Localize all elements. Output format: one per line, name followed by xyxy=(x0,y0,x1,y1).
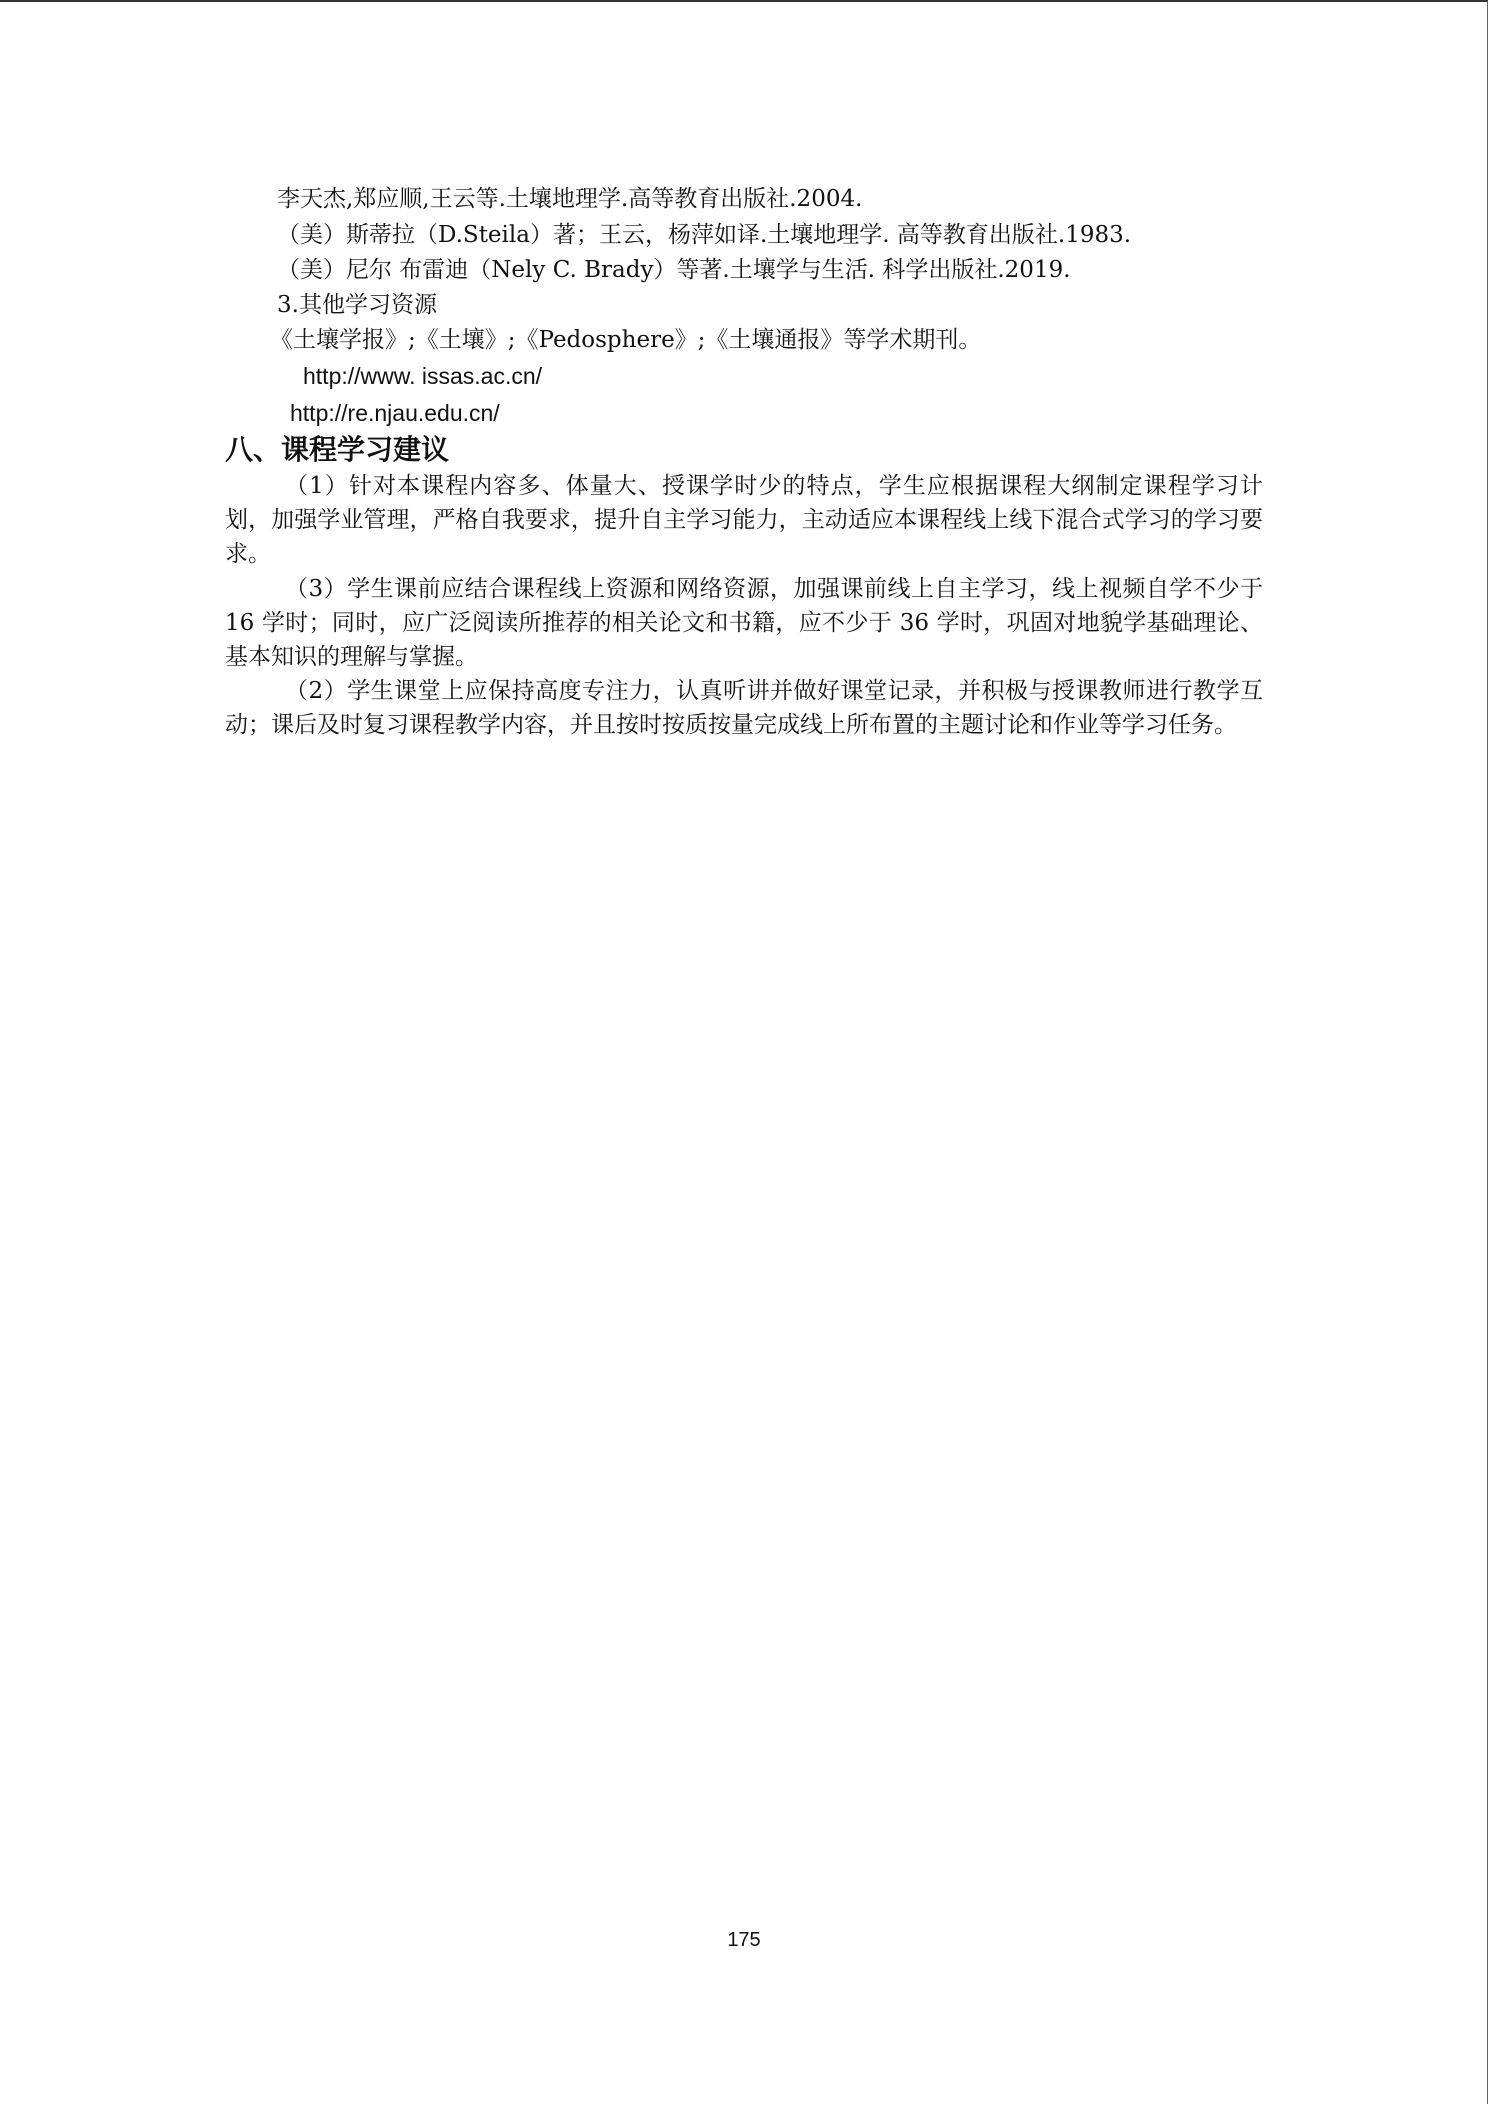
paragraph: （2）学生课堂上应保持高度专注力，认真听讲并做好课堂记录，并积极与授课教师进行教学互动；课后及时复习课程教学内容，并且按时按质按量完成线上所布置的主题讨论和作业等学习任务。 xyxy=(225,678,1263,738)
paragraph: （1）针对本课程内容多、体量大、授课学时少的特点，学生应根据课程大纲制定课程学习计划，加强学业管理，严格自我要求，提升自主学习能力，主动适应本课程线上线下混合式学习的学习要求。 xyxy=(225,473,1263,567)
subsection-title: 3.其他学习资源 xyxy=(277,292,437,318)
reference-item: 李天杰,郑应顺,王云等.土壤地理学.高等教育出版社.2004. xyxy=(277,186,863,212)
page-number: 175 xyxy=(727,1929,761,1951)
resource-link[interactable]: http://www. issas.ac.cn/ xyxy=(303,363,543,389)
journal-list: 《土壤学报》;《土壤》;《Pedosphere》;《土壤通报》等学术期刊。 xyxy=(270,327,982,353)
section-heading: 八、课程学习建议 xyxy=(225,433,450,466)
reference-item: （美）斯蒂拉（D.Steila）著；王云，杨萍如译.土壤地理学. 高等教育出版社.1983. xyxy=(277,222,1132,248)
paragraph: （3）学生课前应结合课程线上资源和网络资源，加强课前线上自主学习，线上视频自学不少于 16 学时；同时，应广泛阅读所推荐的相关论文和书籍，应不少于 36 学时，巩固对地貌学基础理论、基本知识的理解与掌握。 xyxy=(225,576,1263,670)
resource-link[interactable]: http://re.njau.edu.cn/ xyxy=(290,400,500,426)
reference-item: （美）尼尔 布雷迪（Nely C. Brady）等著.土壤学与生活. 科学出版社.2019. xyxy=(277,257,1071,283)
